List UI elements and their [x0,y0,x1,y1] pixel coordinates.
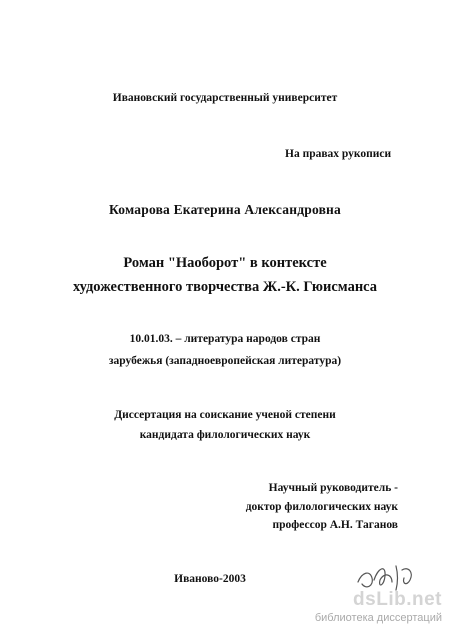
watermark [315,590,442,625]
manuscript-rights-note: На правах рукописи [285,148,392,160]
city-year: Иваново-2003 [174,573,246,585]
supervisor-line-2: доктор филологических наук [245,501,398,513]
dissertation-title-line-2: художественного творчества Ж.-К. Гюисманса [72,279,378,295]
degree-line-1: Диссертация на соискание ученой степени [114,409,336,421]
watermark-logo: dsLib.net [353,589,442,610]
degree-line-2: кандидата филологических наук [139,429,311,441]
specialty-line-1: 10.01.03. – литература народов стран [129,333,321,345]
supervisor-line-3: профессор А.Н. Таганов [272,519,398,531]
author-name: Комарова Екатерина Александровна [108,202,341,217]
supervisor-line-1: Научный руководитель - [268,482,398,494]
specialty-line-2: зарубежья (западноевропейская литература) [108,355,342,367]
watermark-subtitle: библиотека диссертаций [314,612,442,624]
university-name: Ивановский государственный университет [112,92,338,104]
dissertation-title-line-1: Роман "Наоборот" в контексте [123,255,327,271]
